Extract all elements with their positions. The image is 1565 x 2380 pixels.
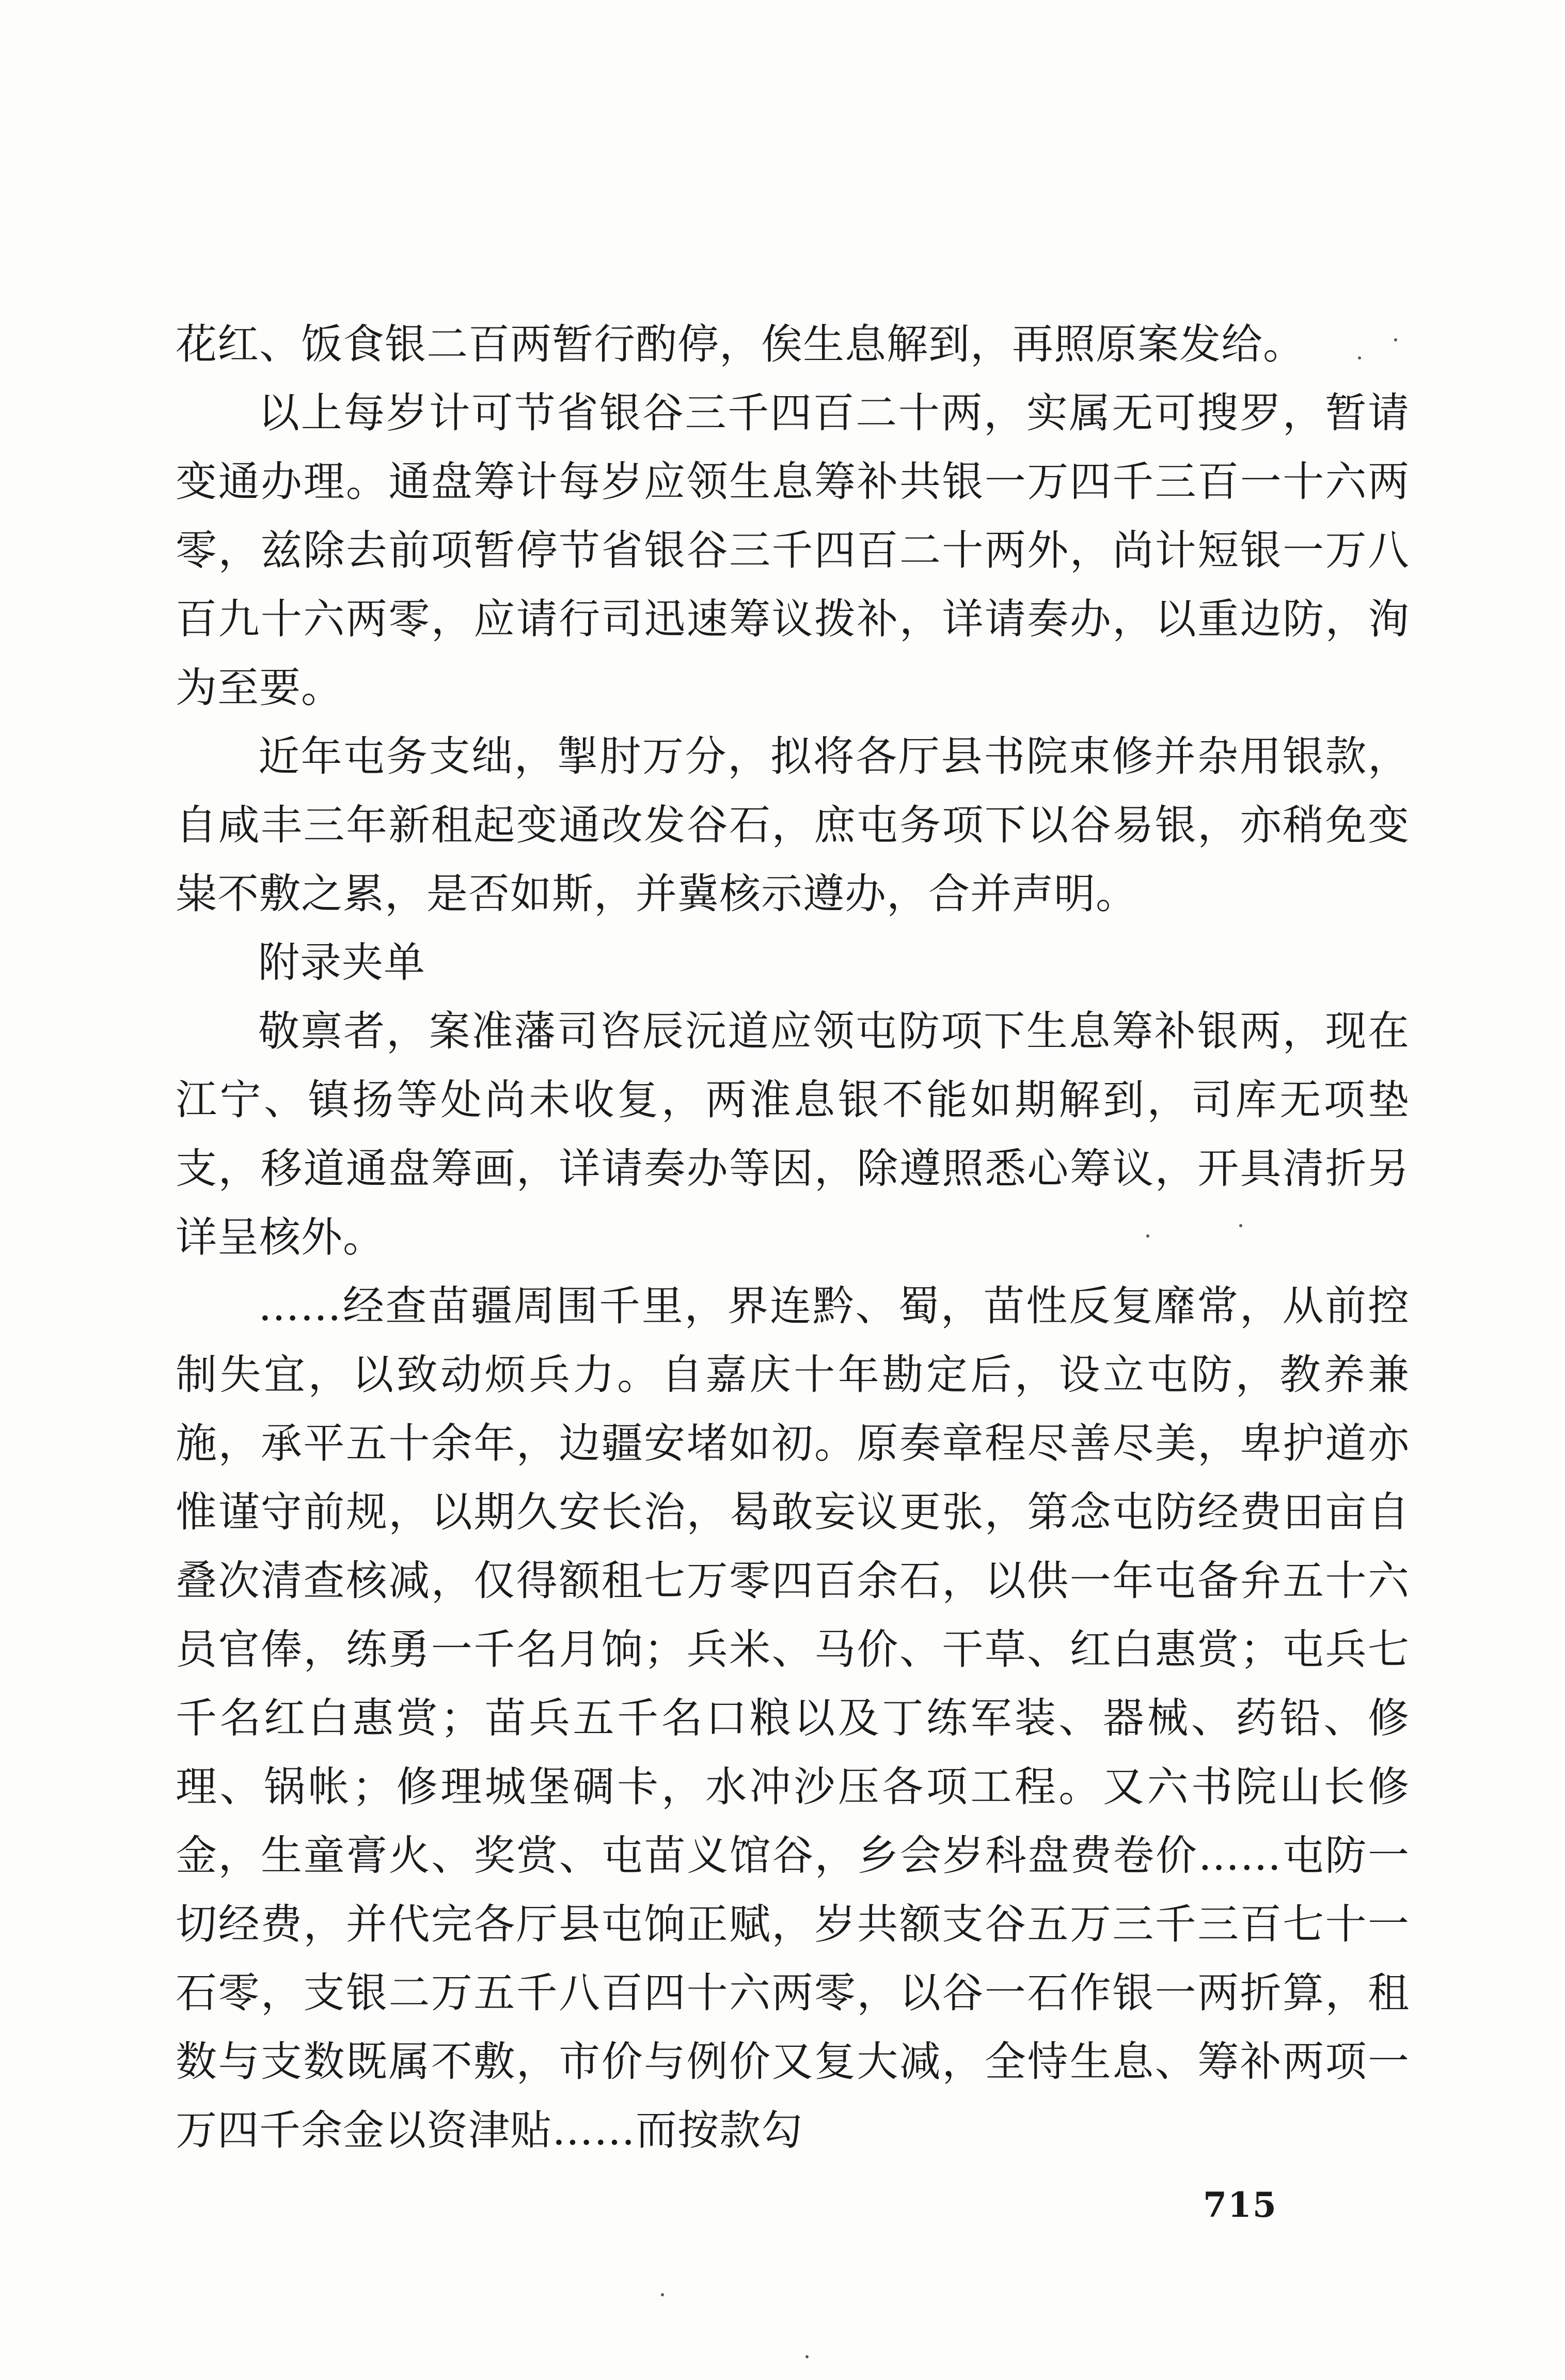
paragraph-miao-frontier: ……经查苗疆周围千里，界连黔、蜀，苗性反复靡常，从前控制失宜，以致动烦兵力。自嘉庆十年勘定后，设立屯防，教养兼施，承平五十余年，边疆安堵如初。原奏章程尽善尽美，卑护道亦惟谨守前规，以期久安长治，曷敢妄议更张，第念屯防经费田亩自叠次清查核减，仅得额租七万零四百余石，以供一年屯备弁五十六员官俸，练勇一千名月饷；兵米、马价、干草、红白惠赏；屯兵七千名红白惠赏；苗兵五千名口粮以及丁练军装、器械、药铅、修理、锅帐；修理城堡碉卡，水冲沙压各项工程。又六书院山长修金，生童膏火、奖赏、屯苗义馆谷，乡会岁科盘费卷价……屯防一切经费，并代完各厅县屯饷正赋，岁共额支谷五万三千三百七十一石零，支银二万五千八百四十六两零，以谷一石作银一两折算，租数与支数既属不敷，市价与例价又复大减，全恃生息、筹补两项一万四千余金以资津贴……而按款勾	[176, 1282, 1410, 2154]
scan-speck	[1394, 338, 1397, 341]
paragraph-respectful-report: 敬禀者，案准藩司咨辰沅道应领屯防项下生息筹补银两，现在江宁、镇扬等处尚未收复，两淮息银不能如期解到，司库无项垫支，移道通盘筹画，详请奏办等因，除遵照悉心筹议，开具清折另详呈核外。	[176, 1007, 1410, 1261]
scan-speck	[661, 2293, 664, 2296]
scan-speck	[1358, 356, 1361, 359]
body-text	[176, 310, 1410, 2165]
section-heading-appendix: 附录夹单	[258, 938, 425, 987]
paragraph-tuntian-affairs: 近年屯务支绌，掣肘万分，拟将各厅县书院束修并杂用银款，自咸丰三年新租起变通改发谷石，庶屯务项下以谷易银，亦稍免变粜不敷之累，是否如斯，并冀核示遵办，合并声明。	[176, 732, 1410, 918]
paragraph-savings-summary: 以上每岁计可节省银谷三千四百二十两，实属无可搜罗，暂请变通办理。通盘筹计每岁应领生息筹补共银一万四千三百一十六两零，兹除去前项暂停节省银谷三千四百二十两外，尚计短银一万八百九十六两零，应请行司迅速筹议拨补，详请奏办，以重边防，洵为至要。	[176, 389, 1410, 712]
scan-speck	[1239, 1224, 1242, 1227]
scan-speck	[805, 2355, 809, 2358]
scan-speck	[1146, 1234, 1149, 1238]
page-number: 715	[1203, 2185, 1277, 2225]
paragraph-continued: 花红、饭食银二百两暂行酌停，俟生息解到，再照原案发给。	[176, 320, 1305, 368]
